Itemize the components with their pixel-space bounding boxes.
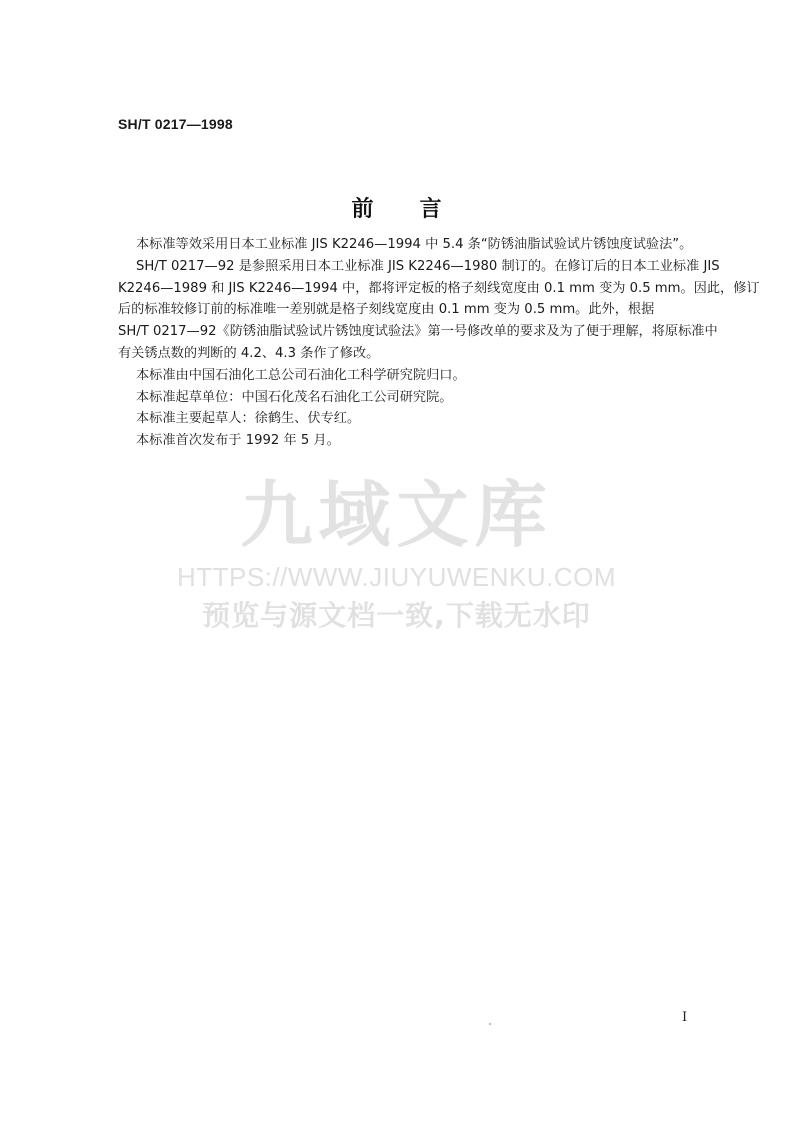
paragraph-drafters: 本标准主要起草人：徐鹤生、伏专红。 xyxy=(136,411,361,427)
paragraph-revision-line-3: 后的标准较修订前的标准唯一差别就是格子刻线宽度由 0.1 mm 变为 0.5 mm。此外，根据 xyxy=(118,302,655,318)
scan-speck xyxy=(489,1023,491,1025)
standard-code: SH/T 0217—1998 xyxy=(118,116,233,132)
paragraph-revision-line-5: 有关锈点数的判断的 4.2、4.3 条作了修改。 xyxy=(118,345,380,361)
paragraph-revision-line-2: K2246—1989 和 JIS K2246—1994 中，都将评定板的格子刻线宽度由 0.1 mm 变为 0.5 mm。因此，修订 xyxy=(118,280,760,296)
page-title: 前言 xyxy=(351,197,488,222)
watermark-url: HTTPS://WWW.JIUYUWENKU.COM xyxy=(176,562,617,592)
watermark-note: 预览与源文档一致,下载无水印 xyxy=(202,599,591,632)
watermark xyxy=(0,470,793,636)
paragraph-first-release: 本标准首次发布于 1992 年 5 月。 xyxy=(136,433,340,449)
document-body xyxy=(118,234,760,452)
paragraph-jurisdiction: 本标准由中国石油化工总公司石油化工科学研究院归口。 xyxy=(136,367,466,383)
watermark-logo: 九域文库 xyxy=(240,473,553,557)
page-number: I xyxy=(682,1010,688,1025)
paragraph-drafting-unit: 本标准起草单位：中国石化茂名石油化工公司研究院。 xyxy=(136,389,453,405)
paragraph-adoption: 本标准等效采用日本工业标准 JIS K2246—1994 中 5.4 条“防锈油脂试验试片锈蚀度试验法”。 xyxy=(136,237,693,252)
paragraph-revision-line-1: SH/T 0217—92 是参照采用日本工业标准 JIS K2246—1980 制订的。在修订后的日本工业标准 JIS xyxy=(136,258,720,274)
paragraph-revision-line-4: SH/T 0217—92《防锈油脂试验试片锈蚀度试验法》第一号修改单的要求及为了便于理解，将原标准中 xyxy=(118,324,718,340)
